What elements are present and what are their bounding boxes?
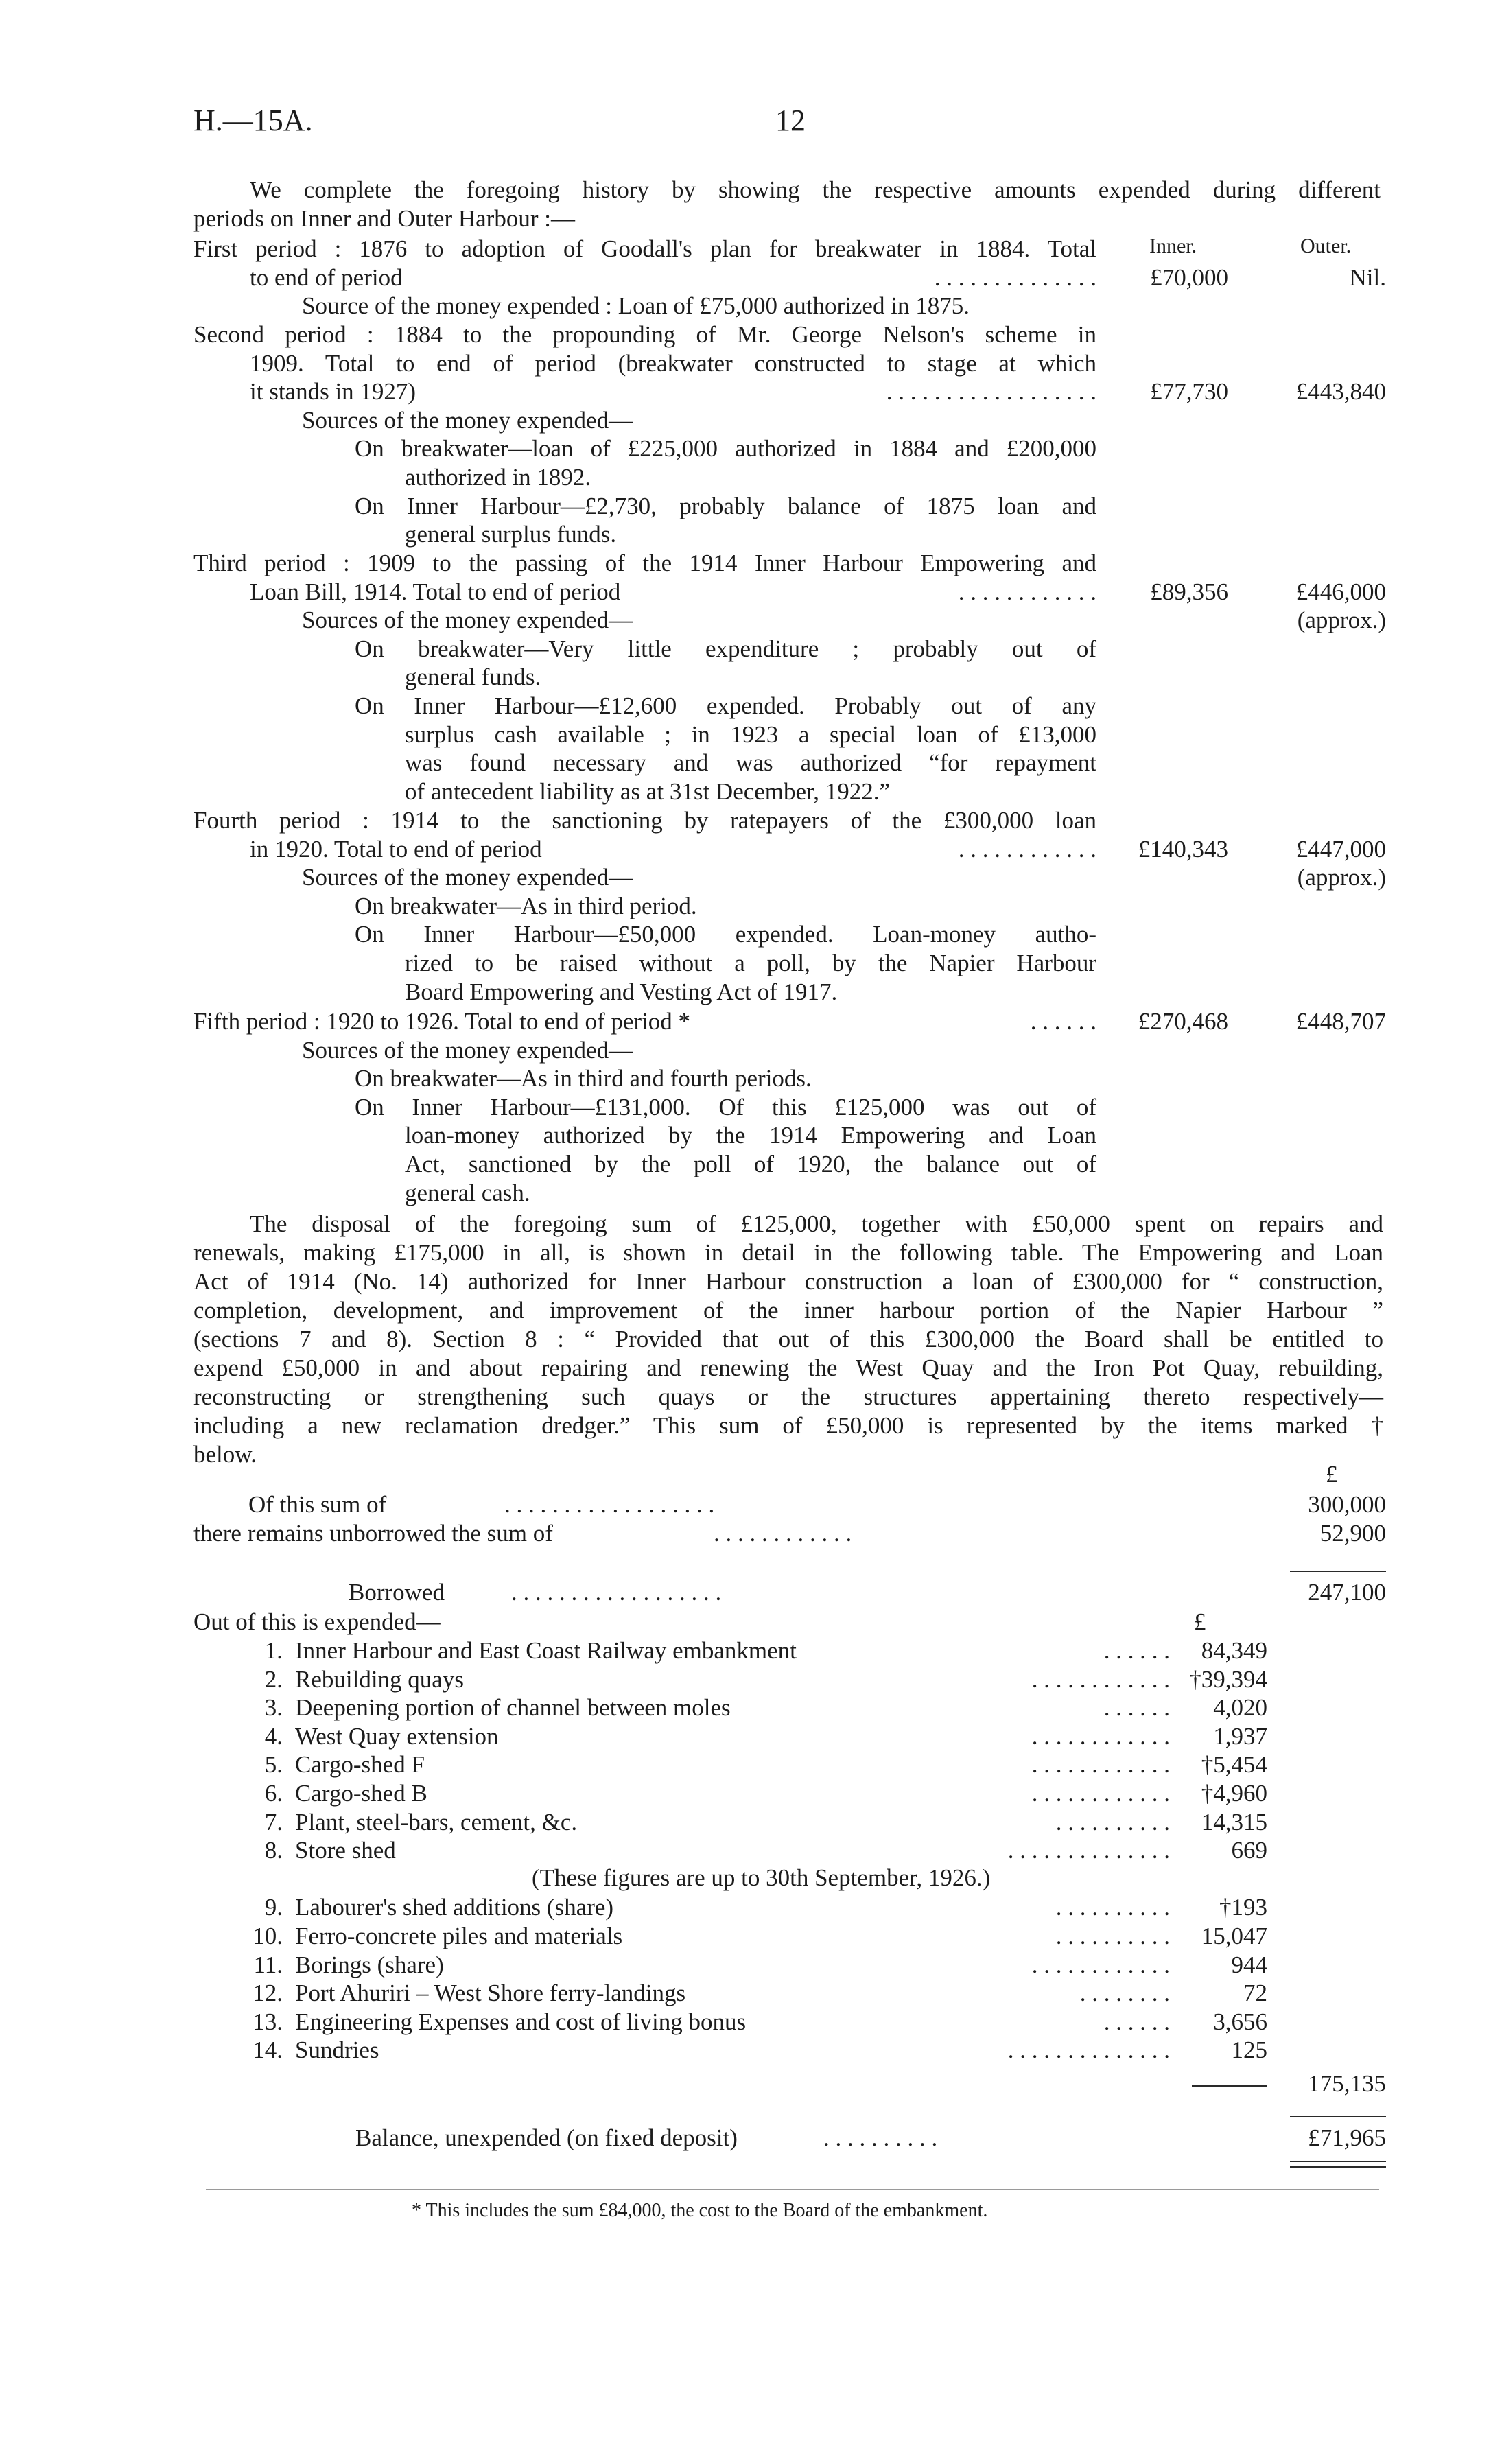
inner-column-head: Inner.	[1149, 235, 1197, 257]
item-number: 7.	[264, 1808, 283, 1835]
source-line: general surplus funds.	[405, 521, 617, 548]
total-rule	[1290, 2116, 1386, 2117]
leader-dots: . . . . . .	[1103, 1637, 1170, 1664]
source-line: Act, sanctioned by the poll of 1920, the balance out of	[405, 1151, 1096, 1177]
source-line: general funds.	[405, 664, 541, 691]
unborrowed-label: there remains unborrowed the sum of	[193, 1520, 553, 1547]
total-expended-value: 175,135	[1308, 2070, 1386, 2097]
item-label: Labourer's shed additions (share)	[295, 1894, 614, 1921]
document-reference: H.—15A.	[193, 104, 313, 137]
disposal-paragraph	[193, 1210, 1383, 1469]
outer-amount: £446,000	[1295, 578, 1386, 605]
source-line: On breakwater—As in third period.	[355, 892, 697, 919]
sum-rule	[1290, 1571, 1386, 1572]
period-heading-line: Fourth period : 1914 to the sanctioning by ratepayers of the £300,000 loan	[193, 807, 1096, 834]
disposal-line: reconstructing or strengthening such quays or the structures appertaining thereto respectively—	[193, 1383, 1383, 1410]
leader-dots: . . . . . . . . . . . .	[1031, 1665, 1170, 1693]
borrowed-value: 247,100	[1308, 1579, 1386, 1606]
sum-label: Of this sum of	[248, 1491, 387, 1518]
source-line: rized to be raised without a poll, by the Napier Harbour	[405, 950, 1096, 976]
balance-label: Balance, unexpended (on fixed deposit)	[355, 2124, 738, 2151]
double-rule-bottom	[1290, 2166, 1386, 2168]
item-value: 125	[1231, 2037, 1267, 2064]
source-line: was found necessary and was authorized “for repayment	[405, 749, 1096, 777]
pound-sign-subcolumn-head: £	[1194, 1608, 1206, 1635]
item-number: 3.	[264, 1694, 283, 1722]
leader-dots: . . . . . . . . . . . . . . . . . .	[886, 378, 1096, 406]
item-value: 4,020	[1213, 1694, 1267, 1722]
outer-amount: £443,840	[1295, 378, 1386, 406]
item-value: †4,960	[1201, 1780, 1267, 1807]
leader-dots: . . . . . .	[1030, 1008, 1096, 1035]
inner-amount: £89,356	[1150, 578, 1228, 605]
pound-sign-column-head: £	[1326, 1461, 1338, 1488]
borrowed-label: Borrowed	[349, 1579, 445, 1606]
item-label: Plant, steel-bars, cement, &c.	[295, 1808, 578, 1835]
disposal-line: expend £50,000 in and about repairing and renewing the West Quay and the Iron Pot Quay, rebuilding,	[193, 1354, 1383, 1381]
period-heading-line: 1909. Total to end of period (breakwater constructed to stage at which	[250, 349, 1096, 377]
source-heading: Sources of the money expended—	[302, 1036, 633, 1064]
leader-dots: . . . . . . . . . . . . . . . . . .	[504, 1491, 715, 1518]
item-number: 5.	[264, 1751, 283, 1779]
inner-amount: £140,343	[1138, 835, 1228, 863]
item-label: Port Ahuriri – West Shore ferry-landings	[295, 1980, 686, 2007]
leader-dots: . . . . . . . . . . . . . .	[934, 263, 1096, 291]
source-line: On breakwater—loan of £225,000 authorized in 1884 and £200,000	[355, 435, 1096, 462]
item-label: Store shed	[295, 1837, 396, 1864]
item-label: Deepening portion of channel between moles	[295, 1694, 731, 1722]
outer-amount-note: (approx.)	[1297, 864, 1386, 891]
item-number: 2.	[264, 1665, 283, 1693]
period-heading-line: it stands in 1927)	[250, 378, 416, 406]
item-number: 4.	[264, 1722, 283, 1750]
footnote-separator	[206, 2189, 1379, 2190]
balance-value: £71,965	[1308, 2124, 1386, 2151]
unborrowed-value: 52,900	[1319, 1520, 1386, 1547]
disposal-line: renewals, making £175,000 in all, is shown in detail in the following table. The Empowering and Loan	[193, 1239, 1383, 1266]
leader-dots: . . . . . . . . . . . .	[714, 1520, 852, 1547]
item-label: Ferro-concrete piles and materials	[295, 1923, 623, 1949]
source-line: of antecedent liability as at 31st December, 1922.”	[405, 777, 891, 805]
leader-dots: . . . . . .	[1103, 1694, 1170, 1722]
disposal-line: Act of 1914 (No. 14) authorized for Inner Harbour construction a loan of £300,000 for “ construction,	[193, 1268, 1383, 1295]
source-line: On Inner Harbour—£2,730, probably balance of 1875 loan and	[355, 492, 1096, 519]
item-number: 6.	[264, 1780, 283, 1807]
period-heading-line: Fifth period : 1920 to 1926. Total to end of period *	[193, 1008, 691, 1035]
item-label: Engineering Expenses and cost of living bonus	[295, 2008, 747, 2035]
item-label: Sundries	[295, 2037, 379, 2064]
figures-date-note: (These figures are up to 30th September, 1926.)	[532, 1864, 991, 1891]
inner-amount: £77,730	[1150, 378, 1228, 406]
source-line: authorized in 1892.	[405, 464, 591, 491]
expended-label: Out of this is expended—	[193, 1608, 441, 1635]
outer-amount: Nil.	[1349, 263, 1386, 291]
item-value: 15,047	[1201, 1923, 1267, 1949]
source-line: general cash.	[405, 1179, 530, 1206]
source-line: On breakwater—As in third and fourth periods.	[355, 1065, 812, 1092]
item-value: 669	[1231, 1837, 1267, 1864]
item-number: 12.	[253, 1980, 283, 2007]
disposal-line: The disposal of the foregoing sum of £125,000, together with £50,000 spent on repairs and	[250, 1210, 1383, 1237]
item-value: †193	[1219, 1894, 1267, 1921]
outer-column-head: Outer.	[1300, 235, 1352, 257]
disposal-line: (sections 7 and 8). Section 8 : “ Provided that out of this £300,000 the Board shall be entitled to	[193, 1326, 1383, 1352]
item-value: †39,394	[1189, 1665, 1267, 1693]
source-line: On Inner Harbour—£131,000. Of this £125,000 was out of	[355, 1093, 1096, 1120]
item-label: Inner Harbour and East Coast Railway embankment	[295, 1637, 797, 1664]
source-heading: Source of the money expended : Loan of £75,000 authorized in 1875.	[302, 292, 970, 320]
source-heading: Sources of the money expended—	[302, 607, 633, 634]
page-number: 12	[775, 104, 806, 137]
source-heading: Sources of the money expended—	[302, 406, 633, 434]
leader-dots: . . . . . . . . . .	[1055, 1923, 1170, 1949]
item-number: 14.	[253, 2037, 283, 2064]
outer-amount: £447,000	[1295, 835, 1386, 863]
outer-amount-note: (approx.)	[1297, 607, 1386, 634]
source-heading: Sources of the money expended—	[302, 864, 633, 891]
disposal-line: including a new reclamation dredger.” This sum of £50,000 is represented by the items marked †	[193, 1412, 1383, 1439]
leader-dots: . . . . . . . . . . . .	[1031, 1751, 1170, 1779]
source-line: On Inner Harbour—£50,000 expended. Loan-money autho-	[355, 921, 1096, 948]
item-label: Cargo-shed B	[295, 1780, 427, 1807]
item-value: 3,656	[1213, 2008, 1267, 2035]
source-line: On Inner Harbour—£12,600 expended. Probably out of any	[355, 692, 1096, 719]
period-heading-line: in 1920. Total to end of period	[250, 835, 542, 863]
leader-dots: . . . . . . . . . . . . . . . . . .	[511, 1579, 722, 1606]
item-value: 84,349	[1201, 1637, 1267, 1664]
item-number: 9.	[264, 1894, 283, 1921]
leader-dots: . . . . . . . . . . . .	[958, 835, 1096, 863]
leader-dots: . . . . . . . . . . . . . .	[1007, 2037, 1170, 2064]
leader-dots: . . . . . . . . . . . .	[1031, 1780, 1170, 1807]
leader-dots: . . . . . .	[1103, 2008, 1170, 2035]
item-value: 944	[1231, 1951, 1267, 1978]
leader-dots: . . . . . . . . . . . .	[1031, 1722, 1170, 1750]
period-heading-line: to end of period	[250, 263, 403, 291]
double-rule-top	[1290, 2161, 1386, 2162]
leader-dots: . . . . . . . . . . . .	[958, 578, 1096, 605]
item-number: 10.	[253, 1923, 283, 1949]
item-number: 1.	[264, 1637, 283, 1664]
disposal-line: completion, development, and improvement of the inner harbour portion of the Napier Harbour ”	[193, 1297, 1383, 1324]
leader-dots: . . . . . . . . . . . . . .	[1007, 1837, 1170, 1864]
source-line: surplus cash available ; in 1923 a special loan of £13,000	[405, 720, 1096, 748]
leader-dots: . . . . . . . . . .	[1055, 1808, 1170, 1835]
item-value: †5,454	[1201, 1751, 1267, 1779]
leader-dots: . . . . . . . . . . . .	[1031, 1951, 1170, 1978]
footnote: * This includes the sum £84,000, the cost to the Board of the embankment.	[412, 2200, 988, 2221]
leader-dots: . . . . . . . .	[1079, 1980, 1170, 2007]
source-line: loan-money authorized by the 1914 Empowering and Loan	[405, 1122, 1096, 1149]
inner-amount: £70,000	[1150, 263, 1228, 291]
item-number: 8.	[264, 1837, 283, 1864]
intro-line-2: periods on Inner and Outer Harbour :—	[193, 205, 575, 232]
item-number: 13.	[253, 2008, 283, 2035]
intro-paragraph	[193, 176, 1381, 233]
inner-amount: £270,468	[1138, 1008, 1228, 1035]
item-value: 1,937	[1213, 1722, 1267, 1750]
subtotal-rule	[1192, 2085, 1267, 2087]
item-value: 14,315	[1201, 1808, 1267, 1835]
outer-amount: £448,707	[1295, 1008, 1386, 1035]
item-label: West Quay extension	[295, 1722, 499, 1750]
item-label: Cargo-shed F	[295, 1751, 425, 1779]
item-value: 72	[1243, 1980, 1267, 2007]
item-label: Borings (share)	[295, 1951, 444, 1978]
leader-dots: . . . . . . . . . .	[823, 2124, 938, 2151]
item-number: 11.	[253, 1951, 283, 1978]
intro-line-1: We complete the foregoing history by showing the respective amounts expended during different	[250, 176, 1381, 203]
period-heading-line: First period : 1876 to adoption of Goodall's plan for breakwater in 1884. Total	[193, 235, 1096, 262]
period-heading-line: Third period : 1909 to the passing of the 1914 Inner Harbour Empowering and	[193, 550, 1096, 576]
source-line: Board Empowering and Vesting Act of 1917.	[405, 978, 838, 1005]
leader-dots: . . . . . . . . . .	[1055, 1894, 1170, 1921]
source-line: On breakwater—Very little expenditure ; probably out of	[355, 635, 1096, 662]
item-label: Rebuilding quays	[295, 1665, 464, 1693]
sum-value: 300,000	[1308, 1491, 1386, 1518]
period-heading-line: Loan Bill, 1914. Total to end of period	[250, 578, 621, 605]
disposal-line: below.	[193, 1441, 257, 1468]
period-heading-line: Second period : 1884 to the propounding of Mr. George Nelson's scheme in	[193, 321, 1096, 348]
